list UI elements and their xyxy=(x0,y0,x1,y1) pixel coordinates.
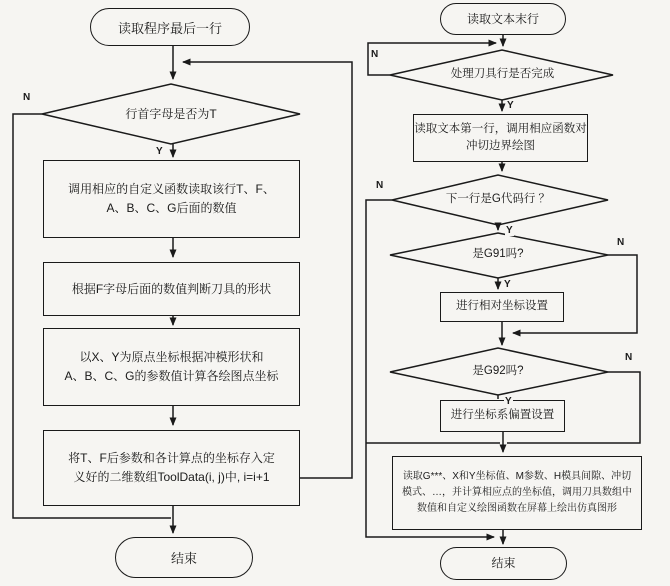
right-end-label: 结束 xyxy=(491,556,516,571)
right-box-coord-offset: 进行坐标系偏置设置 xyxy=(440,400,565,432)
left-end-label: 结束 xyxy=(170,551,197,566)
right-start-label: 读取文本末行 xyxy=(466,11,539,26)
right-box-relative-coord: 进行相对坐标设置 xyxy=(440,292,564,322)
right-decision-gcode-line: 下一行是G代码行 ？ xyxy=(445,193,551,206)
right-decision3-n-label: N xyxy=(617,237,625,248)
left-start-terminator xyxy=(90,8,250,46)
right-decision4-y-label: Y xyxy=(505,396,512,407)
right-decision1-y-label: Y xyxy=(507,100,514,111)
left-end-terminator xyxy=(115,537,253,578)
right-box-draw-simulation: 读取G***、X和Y坐标值、M参数、H模具间隙、冲切 模式、…，并计算相应点的坐标值，调用刀具数组中 数值和自定义绘图函数在屏幕上绘出仿真图形 xyxy=(392,456,642,530)
left-decision-y-label: Y xyxy=(156,146,163,157)
right-decision-g91: 是G91吗? xyxy=(472,248,524,261)
left-box-read-values: 调用相应的自定义函数读取该行T、F、 A、B、C、G后面的数值 xyxy=(43,160,300,238)
left-start-label: 读取程序最后一行 xyxy=(117,20,222,36)
right-end-terminator xyxy=(440,547,567,580)
right-decision4-n-label: N xyxy=(625,352,633,363)
left-box-calc-points: 以X、Y为原点坐标根据冲模形状和 A、B、C、G的参数值计算各绘图点坐标 xyxy=(43,328,300,406)
left-box-store-tooldata: 将T、F后参数和各计算点的坐标存入定 义好的二维数组ToolData(i, j)中, i=i+1 xyxy=(43,430,300,506)
left-decision-n-label: N xyxy=(23,92,31,103)
right-decision-g92: 是G92吗? xyxy=(472,365,524,378)
right-decision1-n-label: N xyxy=(371,49,379,60)
right-box-read-first-line: 读取文本第一行，调用相应函数对 冲切边界绘图 xyxy=(413,114,588,162)
left-box-tool-shape: 根据F字母后面的数值判断刀具的形状 xyxy=(43,262,300,316)
right-decision2-y-label: Y xyxy=(506,225,513,236)
right-start-terminator xyxy=(440,3,566,35)
right-decision-tool-lines-done: 处理刀具行是否完成 xyxy=(450,68,555,81)
right-decision3-y-label: Y xyxy=(504,279,511,290)
right-decision2-n-label: N xyxy=(376,180,384,191)
left-decision-first-letter-t: 行首字母是否为T xyxy=(125,106,217,121)
